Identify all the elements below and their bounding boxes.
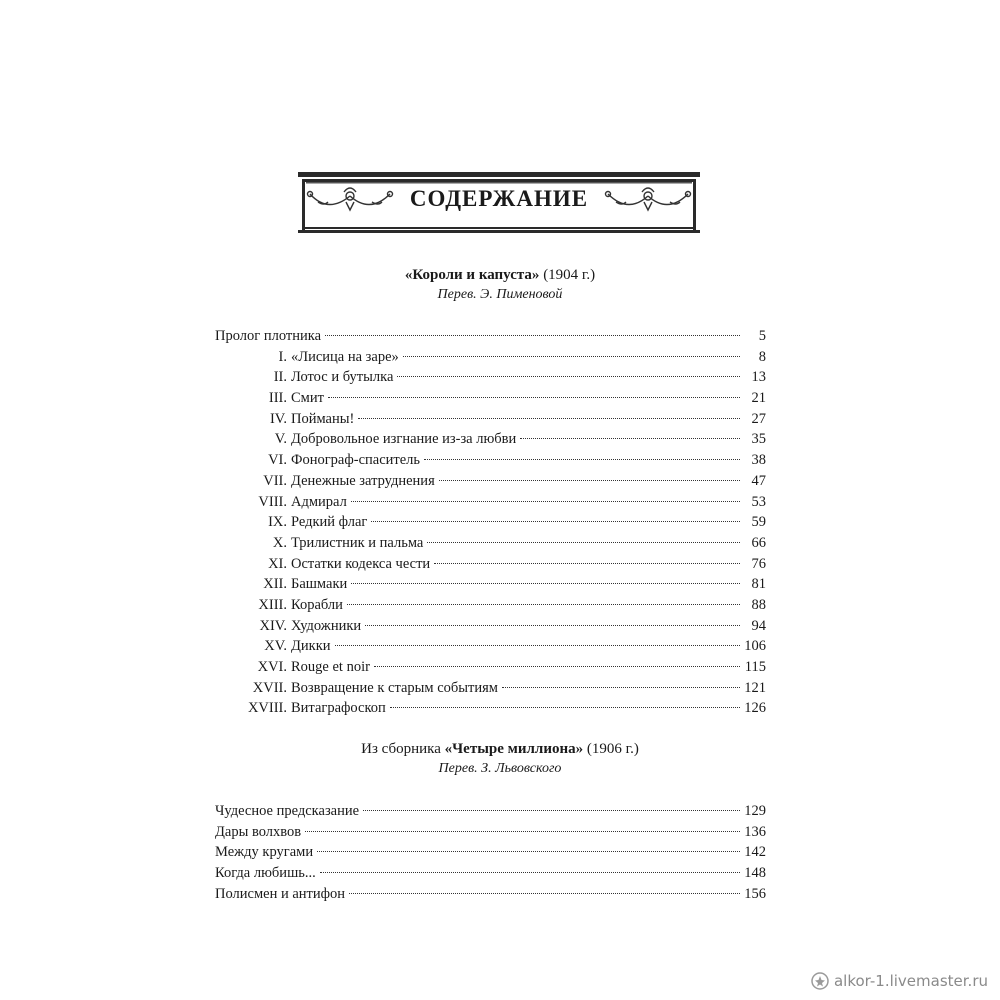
chapter-number: XIII. (258, 596, 287, 613)
toc-entry (215, 554, 766, 575)
livemaster-logo-icon (811, 972, 829, 990)
dot-leader (351, 583, 740, 584)
chapter-number: XIV. (259, 617, 287, 634)
page-number: 115 (744, 659, 766, 675)
dot-leader (335, 645, 741, 646)
entry-title: Смит (291, 390, 324, 407)
page-number: 59 (751, 514, 766, 531)
entry-title: Редкий флаг (291, 514, 368, 531)
toc-entry (215, 636, 766, 657)
toc-entry (215, 863, 766, 884)
chapter-number: IX. (268, 514, 287, 531)
watermark (811, 972, 988, 990)
page-number: 66 (751, 534, 766, 551)
dot-leader (403, 356, 740, 357)
dot-leader (427, 542, 740, 543)
chapter-number: XII. (263, 576, 287, 593)
toc-entry (215, 616, 766, 637)
dot-leader (371, 521, 740, 522)
chapter-number: VIII. (258, 493, 287, 510)
toc-entry (215, 512, 766, 533)
chapter-number: IV. (269, 410, 287, 427)
entry-title: Художники (291, 617, 362, 634)
entry-title: Возвращение к старым событиям (291, 679, 498, 696)
dot-leader (347, 604, 740, 605)
page-number: 148 (744, 865, 766, 882)
toc-entry (215, 595, 766, 616)
entry-title: Башмаки (291, 576, 348, 593)
dot-leader (305, 831, 740, 832)
translator-credit: Перев. З. Львовского (438, 761, 562, 776)
page-number: 5 (758, 328, 766, 344)
toc-entry (215, 698, 766, 719)
page-number: 8 (758, 348, 766, 365)
contents-heading: СОДЕРЖАНИЕ (409, 186, 589, 211)
watermark-text: alkor-1.livemaster.ru (833, 972, 988, 990)
translator-credit: Перев. Э. Пименовой (437, 287, 563, 302)
entry-title: Дары волхвов (215, 823, 302, 840)
toc-entry (215, 388, 766, 409)
dot-leader (424, 459, 740, 460)
page-number: 76 (751, 555, 766, 572)
entry-title: Между кругами (215, 844, 314, 861)
toc-list-2 (215, 801, 766, 904)
chapter-number: VI. (268, 452, 287, 469)
toc-entry (215, 533, 766, 554)
chapter-number: XI. (268, 555, 287, 572)
page-number: 38 (751, 452, 766, 469)
section-title-line (200, 740, 800, 759)
entry-title: Денежные затруднения (291, 472, 435, 489)
dot-leader (520, 438, 740, 439)
page-number: 142 (744, 844, 766, 861)
page-number: 35 (751, 431, 766, 448)
dot-leader (502, 687, 740, 688)
toc-entry (215, 409, 766, 430)
chapter-number: X. (272, 534, 287, 551)
page-number: 129 (744, 803, 766, 819)
page-number: 94 (751, 617, 766, 634)
toc-entry (215, 678, 766, 699)
page-number: 81 (751, 576, 766, 593)
dot-leader (358, 418, 740, 419)
section-title-prefix: Из сборника (361, 741, 445, 757)
dot-leader (397, 376, 740, 377)
dot-leader (328, 397, 740, 398)
chapter-number: XV. (264, 638, 287, 655)
page-number: 47 (751, 472, 766, 489)
entry-title: Пойманы! (291, 410, 355, 427)
chapter-number: XVIII. (247, 700, 287, 717)
entry-title: Чудесное предсказание (215, 803, 360, 819)
entry-title: Когда любишь... (215, 865, 316, 882)
toc-entry (215, 801, 766, 822)
chapter-number: V. (274, 431, 287, 448)
entry-title: Адмирал (291, 493, 347, 510)
section-header-2 (200, 740, 800, 778)
toc-entry (215, 367, 766, 388)
toc-list-1 (215, 326, 766, 719)
entry-title: Корабли (291, 596, 343, 613)
entry-title: Фонограф-спаситель (291, 452, 421, 469)
page-number: 106 (744, 638, 766, 655)
chapter-number: XVII. (252, 679, 287, 696)
entry-title: Остатки кодекса чести (291, 555, 431, 572)
page-number: 88 (751, 596, 766, 613)
page-number: 13 (751, 369, 766, 386)
chapter-number: II. (273, 369, 287, 386)
page-number: 136 (744, 823, 766, 840)
dot-leader (374, 666, 740, 667)
entry-title: «Лисица на заре» (291, 348, 399, 365)
toc-entry (215, 822, 766, 843)
page-number: 121 (744, 679, 766, 696)
book-title: «Короли и капуста» (404, 267, 540, 283)
dot-leader (317, 851, 740, 852)
toc-entry (215, 884, 766, 905)
page-number: 21 (751, 390, 766, 407)
entry-title: Добровольное изгнание из-за любви (291, 431, 517, 448)
page-number: 156 (744, 885, 766, 902)
dot-leader (363, 810, 740, 811)
entry-title: Rouge et noir (291, 659, 370, 675)
toc-entry (215, 429, 766, 450)
book-year: (1906 г.) (583, 741, 639, 757)
book-year: (1904 г.) (539, 267, 596, 283)
dot-leader (349, 893, 740, 894)
book-title: «Четыре миллиона» (444, 741, 584, 757)
entry-title: Витаграфоскоп (291, 700, 386, 717)
dot-leader (320, 872, 740, 873)
dot-leader (390, 707, 740, 708)
toc-entry (215, 657, 766, 678)
entry-title: Пролог плотника (215, 328, 322, 344)
chapter-number: XVI. (257, 659, 287, 675)
chapter-number: I. (278, 348, 287, 365)
entry-title: Лотос и бутылка (291, 369, 394, 386)
toc-entry (215, 326, 766, 347)
page-number: 27 (751, 410, 766, 427)
entry-title: Дикки (291, 638, 331, 655)
dot-leader (365, 625, 740, 626)
entry-title: Полисмен и антифон (215, 885, 346, 902)
dot-leader (325, 335, 740, 336)
toc-entry (215, 492, 766, 513)
page-number: 126 (744, 700, 766, 717)
section-header-1 (200, 266, 800, 304)
toc-entry (215, 471, 766, 492)
chapter-number: III. (268, 390, 287, 407)
toc-entry (215, 347, 766, 368)
toc-entry (215, 450, 766, 471)
toc-entry (215, 842, 766, 863)
section-title-line (200, 266, 800, 285)
page-number: 53 (751, 493, 766, 510)
dot-leader (351, 501, 740, 502)
entry-title: Трилистник и пальма (291, 534, 424, 551)
toc-entry (215, 574, 766, 595)
dot-leader (434, 563, 740, 564)
chapter-number: VII. (263, 472, 287, 489)
dot-leader (439, 480, 740, 481)
ornamental-banner (298, 172, 700, 234)
